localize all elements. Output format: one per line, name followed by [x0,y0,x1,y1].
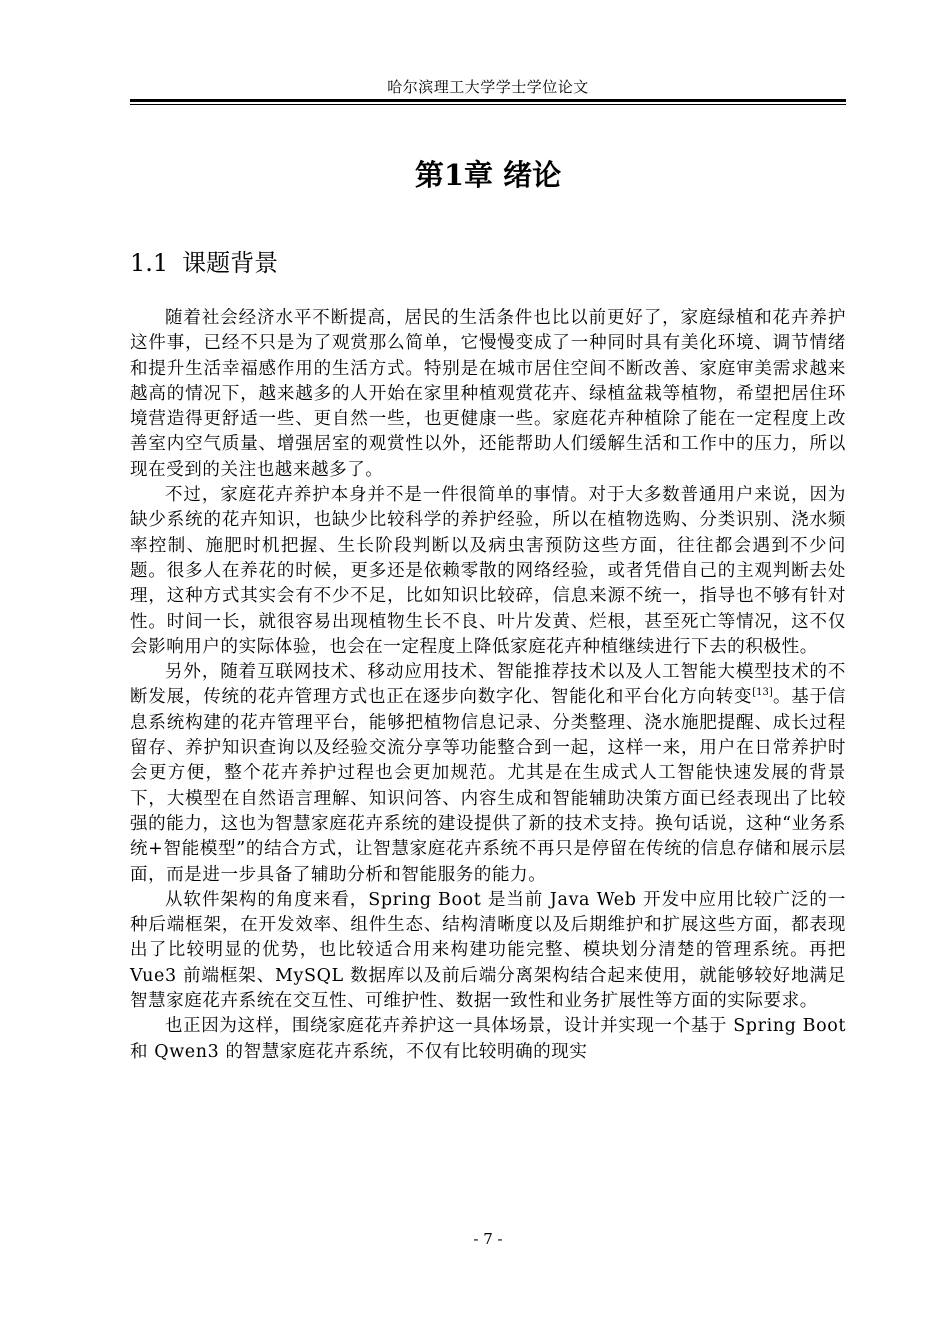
running-header: 哈尔滨理工大学学士学位论文 [387,78,589,96]
paragraph: 从软件架构的角度来看，Spring Boot 是当前 Java Web 开发中应用比较广泛的一种后端框架，在开发效率、组件生态、结构清晰度以及后期维护和扩展这些方面，都表现出了比较明显的优势，也比较适合用来构建功能完整、模块划分清楚的管理系统。再把 Vue3 前端框架、MySQL 数据库以及前后端分离架构结合起来使用，就能够较好地满足智慧家庭花卉系统在交互性、可维护性、数据一致性和业务扩展性等方面的实际要求。 [130,889,846,1012]
header-rule-thin [130,104,846,105]
citation-13[interactable]: [13] [752,687,773,699]
paragraph: 也正因为这样，围绕家庭花卉养护这一具体场景，设计并实现一个基于 Spring Boot 和 Qwen3 的智慧家庭花卉系统，不仅有比较明确的现实 [130,1016,846,1062]
paragraph-text: 。基于信息系统构建的花卉管理平台，能够把植物信息记录、分类整理、浇水施肥提醒、成长过程留存、养护知识查询以及经验交流分享等功能整合到一起，这样一来，用户在日常养护时会更方便，整个花卉养护过程也会更加规范。尤其是在生成式人工智能快速发展的背景下，大模型在自然语言理解、知识问答、内容生成和智能辅助决策方面已经表现出了比较强的能力，这也为智慧家庭花卉系统的建设提供了新的技术支持。换句话说，这种“业务系统+智能模型”的结合方式，让智慧家庭花卉系统不再只是停留在传统的信息存储和展示层面，而是进一步具备了辅助分析和智能服务的能力。 [130,687,846,885]
paragraph: 不过，家庭花卉养护本身并不是一件很简单的事情。对于大多数普通用户来说，因为缺少系统的花卉知识，也缺少比较科学的养护经验，所以在植物选购、分类识别、浇水频率控制、施肥时机把握、生长阶段判断以及病虫害预防这些方面，往往都会遇到不少问题。很多人在养花的时候，更多还是依赖零散的网络经验，或者凭借自己的主观判断去处理，这种方式其实会有不少不足，比如知识比较碎，信息来源不统一，指导也不够有针对性。时间一长，就很容易出现植物生长不良、叶片发黄、烂根，甚至死亡等情况，这不仅会影响用户的实际体验，也会在一定程度上降低家庭花卉种植继续进行下去的积极性。 [130,485,846,657]
page-number: - 7 - [473,1230,503,1248]
chapter-title: 第1章 绪论 [414,158,562,192]
paragraph-text: 另外，随着互联网技术、移动应用技术、智能推荐技术以及人工智能大模型技术的不断发展，传统的花卉管理方式也正在逐步向数字化、智能化和平台化方向转变 [130,662,846,708]
section-heading [130,246,278,280]
section-title: 课题背景 [182,249,279,277]
body-text [130,306,846,1065]
header-rule-thick [130,99,846,102]
section-number: 1.1 [130,249,169,277]
paragraph: 随着社会经济水平不断提高，居民的生活条件也比以前更好了，家庭绿植和花卉养护这件事，已经不只是为了观赏那么简单，它慢慢变成了一种同时具有美化环境、调节情绪和提升生活幸福感作用的生活方式。特别是在城市居住空间不断改善、家庭审美需求越来越高的情况下，越来越多的人开始在家里种植观赏花卉、绿植盆栽等植物，希望把居住环境营造得更舒适一些、更自然一些，也更健康一些。家庭花卉种植除了能在一定程度上改善室内空气质量、增强居室的观赏性以外，还能帮助人们缓解生活和工作中的压力，所以现在受到的关注也越来越多了。 [130,308,846,480]
paragraph [130,660,846,888]
